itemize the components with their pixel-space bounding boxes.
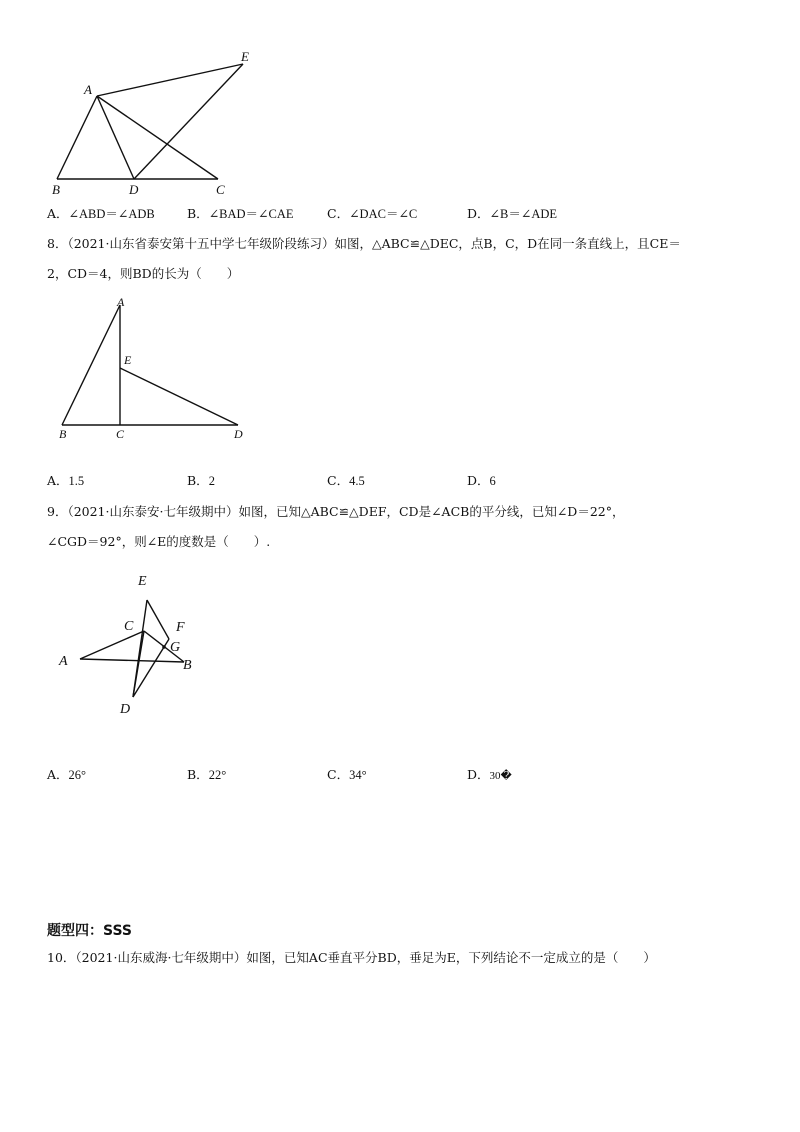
segment-AB: [57, 96, 97, 179]
option-text: ∠ABD＝∠ADB: [68, 207, 155, 221]
segment-ED: [120, 368, 238, 425]
q10-stem-line1: 10．（2021·山东威海·七年级期中）如图，已知AC垂直平分BD，垂足为E，下列结论不一定成立的是（ ）: [47, 950, 656, 965]
q7-option-b[interactable]: [187, 206, 294, 222]
option-letter: C．: [327, 473, 350, 488]
label-F: F: [176, 620, 185, 635]
q9-stem-line2: ∠CGD＝92°，则∠E的度数是（ ）.: [47, 534, 271, 549]
option-letter: D．: [467, 473, 490, 488]
q8-option-b[interactable]: [187, 473, 215, 489]
label-B: B: [59, 427, 67, 441]
label-C: C: [116, 427, 125, 441]
option-text: ∠DAC＝∠C: [349, 207, 418, 221]
q9-figure: [50, 568, 220, 718]
option-text: 34°: [349, 768, 367, 782]
option-letter: D．: [467, 206, 490, 221]
q8-stem-line2: 2，CD＝4，则BD的长为（ ）: [47, 266, 240, 281]
option-text: 30�: [489, 770, 512, 782]
option-text: 2: [208, 474, 215, 488]
option-letter: C．: [327, 206, 350, 221]
label-G: G: [170, 640, 181, 655]
segment-EF: [147, 600, 169, 639]
label-C: C: [124, 619, 134, 634]
segment-ED: [133, 600, 147, 697]
label-B: B: [183, 658, 192, 673]
q8-figure: [50, 290, 260, 450]
segment-AB: [62, 305, 120, 425]
q7-option-a[interactable]: [47, 206, 155, 222]
label-D: D: [120, 702, 131, 717]
q8-option-d[interactable]: [467, 473, 496, 489]
q9-option-d[interactable]: [467, 767, 512, 784]
segment-AB: [80, 659, 184, 662]
option-letter: B．: [187, 767, 209, 782]
segment-AC: [80, 631, 144, 659]
option-text: 1.5: [68, 474, 85, 488]
q9-option-a[interactable]: [47, 767, 86, 783]
option-text: 22°: [208, 768, 227, 782]
point-G: [162, 645, 166, 649]
option-letter: A．: [47, 767, 69, 782]
q7-option-c[interactable]: [327, 206, 417, 222]
section-heading: 题型四：SSS: [47, 923, 132, 939]
option-text: 26°: [68, 768, 87, 782]
segment-AE: [97, 64, 243, 96]
option-letter: C．: [327, 767, 350, 782]
q8-stem-line1: 8．（2021·山东省泰安第十五中学七年级阶段练习）如图，△ABC≌△DEC，点B，C，D在同一条直线上，且CE＝: [47, 236, 681, 251]
option-letter: B．: [187, 473, 209, 488]
label-A: A: [59, 654, 68, 669]
label-E: E: [124, 353, 132, 367]
label-E: E: [241, 49, 249, 64]
label-E: E: [138, 574, 147, 589]
label-C: C: [216, 182, 225, 197]
q8-option-a[interactable]: [47, 473, 84, 489]
option-text: 6: [489, 474, 496, 488]
q9-option-b[interactable]: [187, 767, 226, 783]
option-letter: A．: [47, 206, 69, 221]
label-D: D: [129, 182, 139, 197]
q7-figure: [40, 44, 270, 199]
option-letter: A．: [47, 473, 69, 488]
segment-DE: [134, 64, 243, 179]
option-letter: D．: [467, 767, 490, 782]
q7-option-d[interactable]: [467, 206, 557, 222]
option-text: ∠B＝∠ADE: [489, 207, 558, 221]
option-text: ∠BAD＝∠CAE: [208, 207, 294, 221]
label-B: B: [52, 182, 60, 197]
q9-stem-line1: 9．（2021·山东泰安·七年级期中）如图，已知△ABC≌△DEF，CD是∠ACB的平分线，已知∠D＝22°，: [47, 504, 625, 519]
label-A: A: [84, 82, 92, 97]
label-A: A: [117, 295, 125, 309]
label-D: D: [234, 427, 243, 441]
q8-option-c[interactable]: [327, 473, 365, 489]
q9-option-c[interactable]: [327, 767, 367, 783]
option-text: 4.5: [349, 474, 365, 488]
option-letter: B．: [187, 206, 209, 221]
